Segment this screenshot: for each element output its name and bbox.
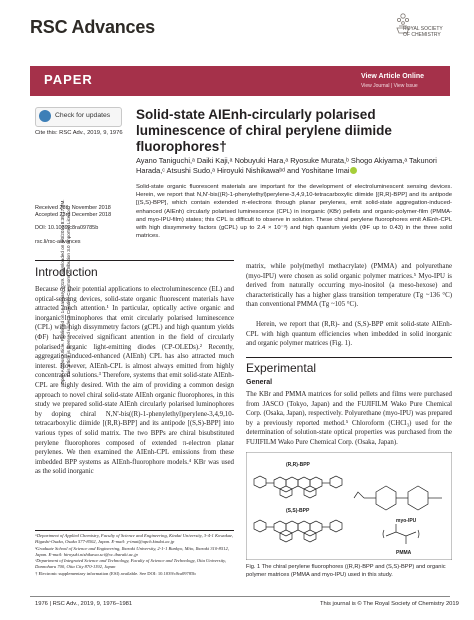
footnote-esi: † Electronic supplementary information (ESI) available. See DOI: 10.1039/c8ra09785b [35, 570, 196, 576]
experimental-text: The KBr and PMMA matrices for solid pellets and films were purchased from JASCO (Tokyo, Japan) and the FUJIFILM Wako Pure Chemical Corp. (Osaka, Japan), respectively. Polyurethane (myo-IPU) was prepared by a previously reported method.⁵ Chloroform (CHCl₃) used for the determination of solution-state optical properties was purchased from the FUJIFILM Wako Pure Chemical Corp. (Osaka, Japan). [246, 391, 452, 446]
figure-label-ipu: myo-IPU [396, 518, 417, 524]
figure-label-rr: (R,R)-BPP [286, 462, 310, 468]
article-title: Solid-state AIEnh-circularly polarised luminescence of chiral perylene diimide fluorophores† [136, 107, 392, 154]
footer-copyright: This journal is © The Royal Society of Chemistry 2019 [320, 601, 459, 607]
footnote-a: ᵃDepartment of Applied Chemistry, Faculty of Science and Engineering, Kindai University, 3-4-1 Kowakae, Higashi-Osaka, Osaka 577-8502, Japan. E-mail: y-imai@apch.kindai.ac.jp [35, 533, 234, 545]
intro-text: Because of their potential applications to electroluminescence (EL) and optical-sensing devices, solid-state organic fluorescent materials have attracted much attention.¹ In particular, optically active organic and inorganic luminophores that emit circularly polarised luminescence (CPL) with high dissymmetry factors (gCPL) and high quantum yields (ΦF) have received significant attention in the field of circularly polarised organic light-emitting diodes (CP-OLEDs).² Recently, aggregation-induced-enhanced (AIEnh) CPL has also attracted much interest. However, AIEnh-CPL is almost always emitted from highly concentrated solutions.³ Therefore, systems that emit solid-state AIEnh-CPL are highly desired. With the aim of providing a common design approach to novel chiral solid-state AIEnh organic fluorophores, in this study we prepared solid-state AIEnh circularly polarised luminophores by doping chiral N,N'-bis((R)-1-phenylethyl)perylene-3,4,9,10-tetracarboxylic diimide [(R,R)-BPP] and its antipode [(S,S)-BPP] into various types of solid matrix. The two BPPs are chiral bisubstituted perylene fluorophores composed of extended π-electron planar perylenes. We then examined the AIEnh-CPL emissions from these imbedded BPP systems as AIEnh-fluorophore models.⁴ KBr was used as the solid inorganic [35, 286, 234, 476]
side-strip-line-2: This article is licensed under a Creative Commons Attribution 3.0 Unported Licence. [66, 206, 71, 378]
experimental-heading: Experimental [246, 361, 317, 375]
footnote-rule [35, 530, 234, 531]
citation: Cite this: RSC Adv., 2019, 9, 1976 [35, 130, 123, 136]
journal-title: RSC Advances [30, 17, 155, 37]
footnote-c: ᶜDepartment of Integrated Science and Technology, Faculty of Science and Technology, Oita University, Dannoharu 700, Oita City 870-1192, Japan [35, 558, 227, 570]
update-badge-icon [39, 110, 51, 122]
side-strip-line-1: Open Access Article. Published on 14 January 2019. Downloaded on 4/3/2019 8:39:17 PM. [60, 199, 65, 385]
accepted-date: Accepted 23rd December 2018 [35, 212, 112, 219]
figure-label-pmma: PMMA [396, 550, 412, 556]
check-for-updates-label: Check for updates [55, 112, 111, 119]
general-heading: General [246, 379, 273, 386]
rsc-logo-text [403, 27, 443, 38]
author-list [136, 156, 456, 176]
journal-url[interactable]: rsc.li/rsc-advances [35, 238, 81, 245]
footnotes [35, 533, 234, 577]
right-col-text-1: matrix, while poly(methyl methacrylate) (PMMA) and polyurethane (myo-IPU) were chosen as solid organic polymer matrices.⁵ Myo-IPU is derived from naturally occurring myo-inositol (a meso-hexose) and characteristically has a higher glass transition temperature (Tg ~136 °C) than conventional PMMA (Tg ~105 °C). [246, 263, 452, 309]
doi-link[interactable]: DOI: 10.1039/c8ra09785b [35, 225, 99, 232]
right-col-text-2: Herein, we report that (R,R)- and (S,S)-BPP emit solid-state AIEnh-CPL with high quantum efficiencies when imbedded in solid inorganic and organic polymer matrices (Fig. 1). [246, 321, 452, 348]
rsc-logo-line-1: ROYAL SOCIETY [403, 26, 443, 32]
figure-1-structures [246, 452, 452, 560]
received-date: Received 28th November 2018 [35, 205, 111, 211]
article-dates [35, 205, 111, 246]
intro-rule [35, 260, 234, 261]
orcid-icon[interactable] [350, 167, 357, 174]
footer-rule [30, 596, 450, 597]
footer-page-citation: 1976 | RSC Adv., 2019, 9, 1976–1981 [35, 601, 133, 607]
abstract: Solid-state organic fluorescent materials are important for the development of electroluminescent sensing devices. Herein, we report that N,N'-bis((R)-1-phenylethyl)perylene-3,4,9,10-tetracarboxylic diimide [(R,R)-BPP] and its antipode [(S,S)-BPP], which contain extended π-electrons through planar perylenes, emit solid-state aggregation-induced-enhanced (AIEnh) circularly polarised luminescence (CPL) in inorganic (KBr) pellets and organic-polymer-film (PMMA- and myo-IPU-film) states; this CPL is difficult to observe in solution. These chiral perylene fluorophores emit AIEnh-CPL with high dissymmetry factors (gCPL) up to 2.4 × 10⁻³) and high quantum yields (ΦF up to 0.43) in the three solid matrices. [136, 184, 452, 240]
figure-caption: Fig. 1 The chiral perylene fluorophores ((R,R)-BPP and (S,S)-BPP) and organic polymer matrices (PMMA and myo-IPU) used in this study. [246, 564, 446, 578]
intro-heading: Introduction [35, 265, 98, 279]
figure-label-ss: (S,S)-BPP [286, 508, 310, 514]
article-type-label: PAPER [44, 72, 93, 87]
footnote-b: ᵇGraduate School of Science and Engineering, Ibaraki University, 2-1-1 Bunkyo, Mito, Ibaraki 310-8512, Japan. E-mail: hiroyuki.nishikawa.sci@vc.ibaraki.ac.jp [35, 545, 230, 557]
view-article-online-link[interactable]: View Article Online [361, 73, 425, 80]
rsc-logo-line-2: OF CHEMISTRY [403, 31, 441, 38]
experimental-rule [246, 357, 452, 358]
view-journal-issue-links[interactable]: View Journal | View Issue [361, 83, 418, 89]
authors-text: Ayano Taniguchi,ᵃ Daiki Kaji,ᵃ Nobuyuki Hara,ᵃ Ryosuke Murata,ᵇ Shogo Akiyama,ᵃ Takunori Harada,ᶜ Atsushi Sudo,ᵃ Hiroyuki Nishikawaᵇᵈ and Yoshitane Imai [136, 156, 437, 175]
article-type-band [30, 66, 450, 96]
